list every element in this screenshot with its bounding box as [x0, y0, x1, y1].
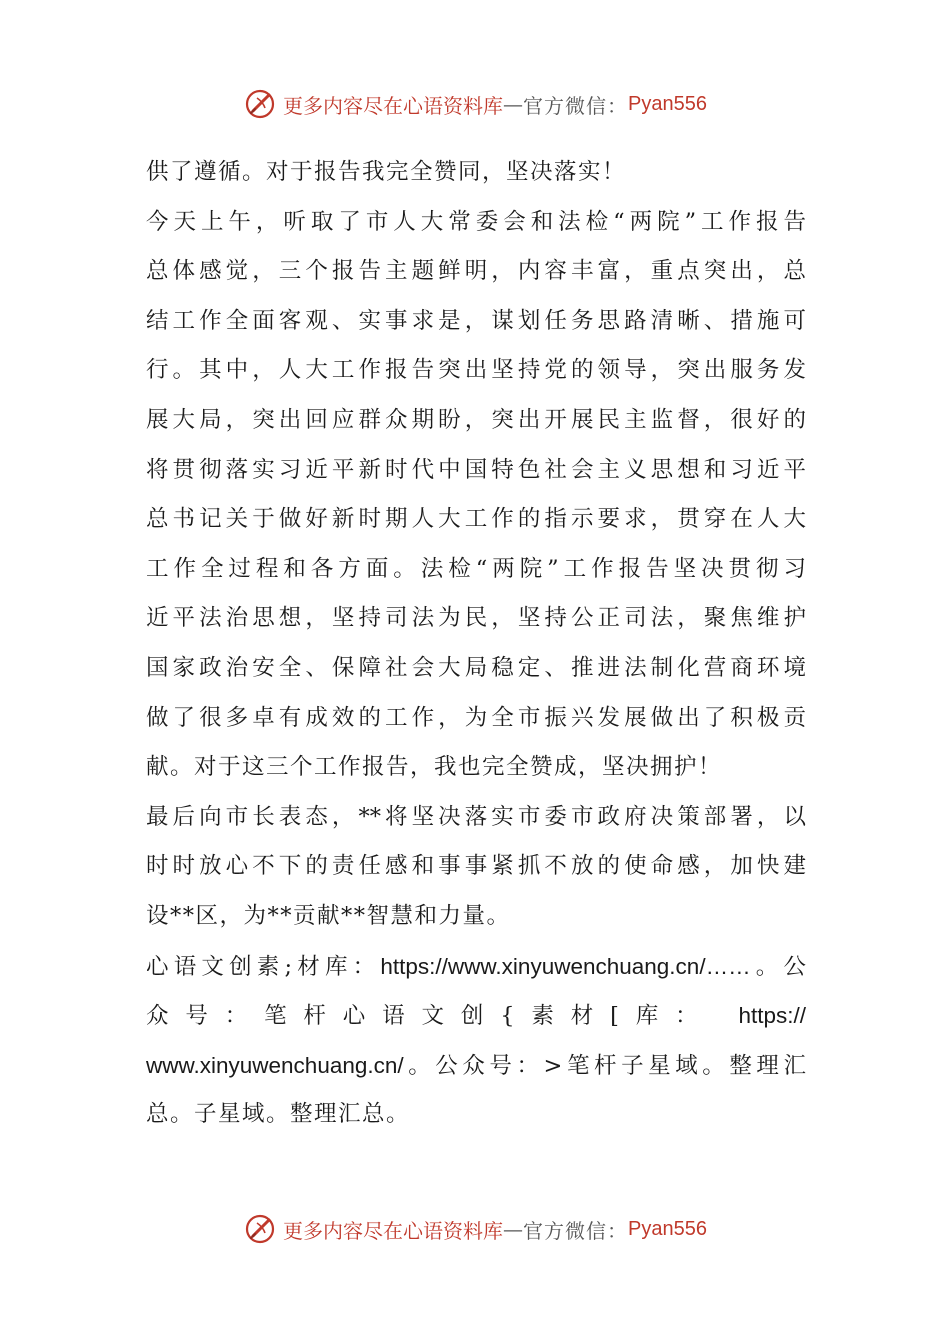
body-line: 国家政治安全、保障社会大局稳定、推进法制化营商环境 — [146, 654, 806, 681]
body-line: 时时放心不下的责任感和事事紧抓不放的使命感，加快建 — [146, 853, 806, 880]
note-text: 。公众号：>笔杆子星域。整理汇 — [403, 1052, 806, 1079]
body-line: 供了遵循。对于报告我完全赞同，坚决落实！ — [146, 159, 627, 185]
footer-note-line — [146, 991, 806, 1041]
body-line: 总体感觉，三个报告主题鲜明，内容丰富，重点突出，总 — [146, 258, 806, 285]
footer-note-line — [146, 1041, 806, 1091]
body-line: 献。对于这三个工作报告，我也完全赞成，坚决拥护！ — [146, 754, 723, 781]
body-line: 结工作全面客观、实事求是，谋划任务思路清晰、措施可 — [146, 307, 806, 334]
footer-brand: 更多内容尽在心语资料库 — [283, 1218, 504, 1243]
footer-note-line — [146, 942, 806, 992]
header-brand: 更多内容尽在心语资料库 — [283, 93, 504, 118]
body-line: 最后向市长表态，**将坚决落实市委市政府决策部署，以 — [146, 803, 806, 830]
header-wechat-id: Pyan556 — [628, 92, 707, 115]
pen-logo-icon — [243, 1211, 279, 1247]
body-line: 展大局，突出回应群众期盼，突出开展民主监督，很好的 — [146, 406, 806, 433]
note-url: www.xinyuwenchuang.cn/ — [146, 1052, 404, 1078]
body-line: 做了很多卓有成效的工作，为全市振兴发展做出了积极贡 — [146, 704, 806, 731]
note-text: 众号：笔杆心语文创{素材[库： — [146, 1003, 715, 1030]
footer-banner — [0, 1207, 950, 1251]
body-line: 总书记关于做好新时期人大工作的指示要求，贯穿在人大 — [146, 506, 806, 533]
body-line: 近平法治思想，坚持司法为民，坚持公正司法，聚焦维护 — [146, 605, 806, 632]
footer-dash: — — [503, 1217, 524, 1241]
body-line: 设**区，为**贡献**智慧和力量。 — [146, 902, 511, 929]
body-line: 今天上午，听取了市人大常委会和法检“两院”工作报告 — [146, 208, 806, 235]
note-url: https://www.xinyuwenchuang.cn/…… — [380, 953, 751, 979]
footer-official: 官方微信： — [523, 1218, 629, 1243]
note-text: 。公 — [750, 953, 806, 980]
body-line: 工作全过程和各方面。法检“两院”工作报告坚决贯彻习 — [146, 555, 806, 582]
header-official: 官方微信： — [523, 93, 629, 118]
pen-logo-icon — [243, 86, 279, 122]
document-body — [146, 148, 806, 1140]
note-text: 心语文创素;材库： — [146, 953, 381, 980]
note-url: https:// — [738, 1003, 806, 1029]
footer-wechat-id: Pyan556 — [628, 1217, 707, 1240]
header-banner — [0, 82, 950, 126]
body-line: 将贯彻落实习近平新时代中国特色社会主义思想和习近平 — [146, 456, 806, 483]
body-line: 行。其中，人大工作报告突出坚持党的领导，突出服务发 — [146, 357, 806, 384]
header-dash: — — [503, 92, 524, 116]
footer-note-line: 总。子星域。整理汇总。 — [146, 1101, 411, 1128]
